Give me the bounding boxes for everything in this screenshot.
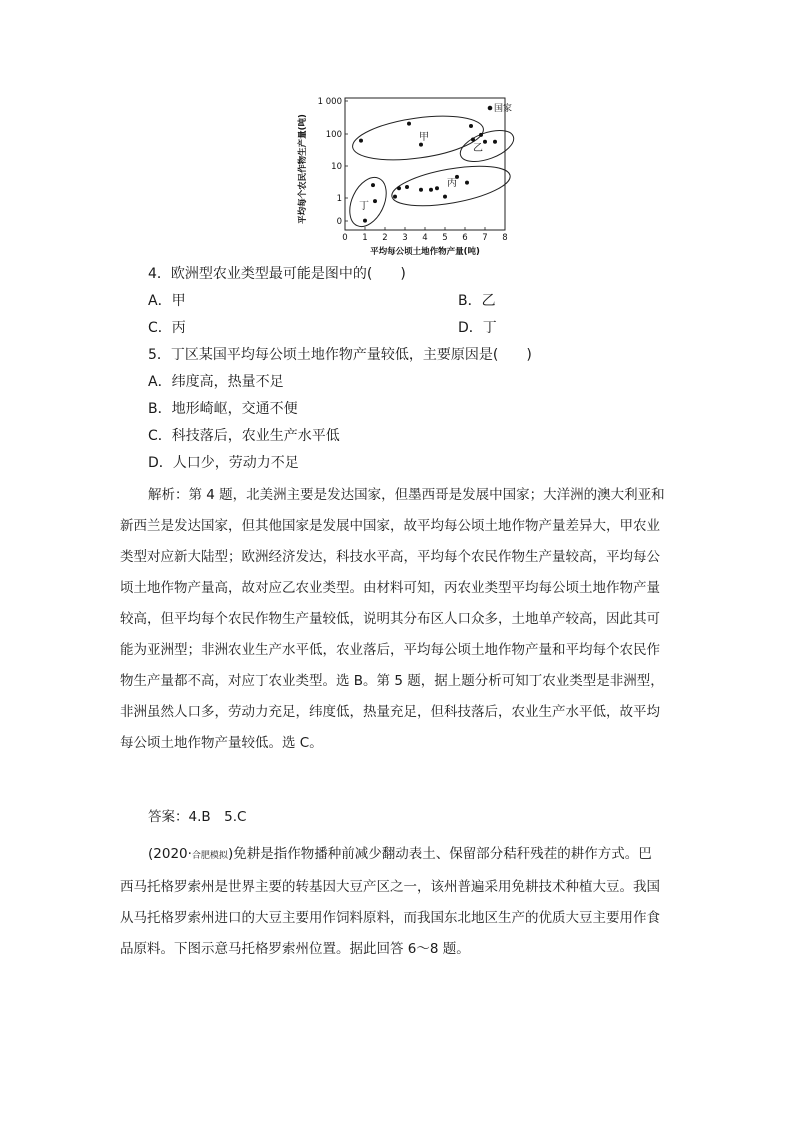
analysis-line: 物生产量都不高，对应丁农业类型。选 B。第 5 题，据上题分析可知丁农业类型是非洲型， [120,673,664,689]
data-point [359,139,363,143]
answer-line [120,802,680,833]
x-tick-label: 5 [442,233,448,243]
data-point [443,195,447,199]
q4-option-c: C．丙 [148,320,186,336]
data-point [493,140,497,144]
passage-first-line [120,839,680,872]
legend-label: 国家 [494,104,513,114]
analysis-line: 解析：第 4 题，北美洲主要是发达国家，但墨西哥是发展中国家；大洋洲的澳大利亚和 [148,487,665,503]
q5-option-d: D．人口少，劳动力不足 [148,455,299,471]
q5-option-c: C．科技落后，农业生产水平低 [148,428,340,444]
x-tick-label: 7 [482,233,488,243]
data-point [393,195,397,199]
q4-option-d: D．丁 [458,320,497,336]
data-point [469,124,473,128]
answer-text: 答案：4.B 5.C [148,809,247,825]
x-tick-label: 0 [342,233,348,243]
analysis-line: 类型对应新大陆型；欧洲经济发达，科技水平高，平均每个农民作物生产量较高，平均每公 [120,549,660,565]
passage-year: (2020· [148,846,192,862]
data-point [479,133,483,137]
group-label: 丁 [359,201,369,212]
data-point [371,183,375,187]
x-tick-label: 6 [462,233,468,243]
group-label: 乙 [473,143,483,154]
passage-rest: )免耕是指作物播种前减少翻动表土、保留部分秸秆残茬的耕作方式。巴 [227,846,652,862]
chart-svg [290,90,513,260]
passage-line: 从马托格罗索州进口的大豆主要用作饲料原料，而我国东北地区生产的优质大豆主要用作食 [120,910,660,926]
x-tick-label: 2 [382,233,388,243]
question-5-stem: 5．丁区某国平均每公顷土地作物产量较低，主要原因是( ) [148,347,532,363]
x-tick-label: 4 [422,233,428,243]
passage-paragraph [120,839,680,965]
analysis-line: 非洲虽然人口多，劳动力充足，纬度低，热量充足，但科技落后，农业生产水平低，故平均 [120,704,660,720]
y-tick-label: 1 000 [317,97,342,107]
data-point [419,143,423,147]
analysis-paragraph [120,480,680,759]
data-point [419,188,423,192]
y-tick-label: 0 [336,217,342,227]
data-point [373,199,377,203]
analysis-line: 较高，但平均每个农民作物生产量较低，说明其分布区人口众多，土地单产较高，因此其可 [120,611,660,627]
group-outline [350,109,486,167]
y-tick-label: 1 [336,194,342,204]
x-tick-label: 8 [502,233,508,243]
q5-option-b: B．地形崎岖，交通不便 [148,401,298,417]
data-point [405,185,409,189]
data-point [429,188,433,192]
data-point [435,186,439,190]
passage-line: 品原料。下图示意马托格罗索州位置。据此回答 6～8 题。 [120,941,470,957]
data-point [483,140,487,144]
data-point [363,219,367,223]
analysis-line: 新西兰是发达国家，但其他国家是发展中国家，故平均每公顷土地作物产量差异大，甲农业 [120,518,660,534]
q5-option-a: A．纬度高，热量不足 [148,374,284,390]
analysis-line: 每公顷土地作物产量较低。选 C。 [120,735,323,751]
y-tick-label: 10 [331,162,342,172]
y-tick-label: 100 [325,130,342,140]
x-tick-label: 1 [362,233,368,243]
data-point [471,137,475,141]
passage-source: 合肥模拟 [191,851,228,861]
analysis-line: 顷土地作物产量高，故对应乙农业类型。由材料可知，丙农业类型平均每公顷土地作物产量 [120,580,660,596]
legend-marker [488,106,493,111]
data-point [407,122,411,126]
group-label: 甲 [419,132,429,143]
group-label: 丙 [447,178,457,189]
question-4-stem: 4．欧洲型农业类型最可能是图中的( ) [148,266,406,282]
x-tick-label: 3 [402,233,408,243]
q4-option-b: B．乙 [458,293,496,309]
y-axis-label: 平均每个农民作物生产量(吨) [298,114,308,224]
x-axis-label: 平均每公顷土地作物产量(吨) [370,247,480,257]
scatter-chart [290,90,513,260]
q4-option-a: A．甲 [148,293,186,309]
plot-frame [345,98,505,230]
data-point [397,186,401,190]
passage-line: 西马托格罗索州是世界主要的转基因大豆产区之一，该州普遍采用免耕技术种植大豆。我国 [120,879,660,895]
analysis-line: 能为亚洲型；非洲农业生产水平低，农业落后，平均每公顷土地作物产量和平均每个农民作 [120,642,660,658]
data-point [465,181,469,185]
